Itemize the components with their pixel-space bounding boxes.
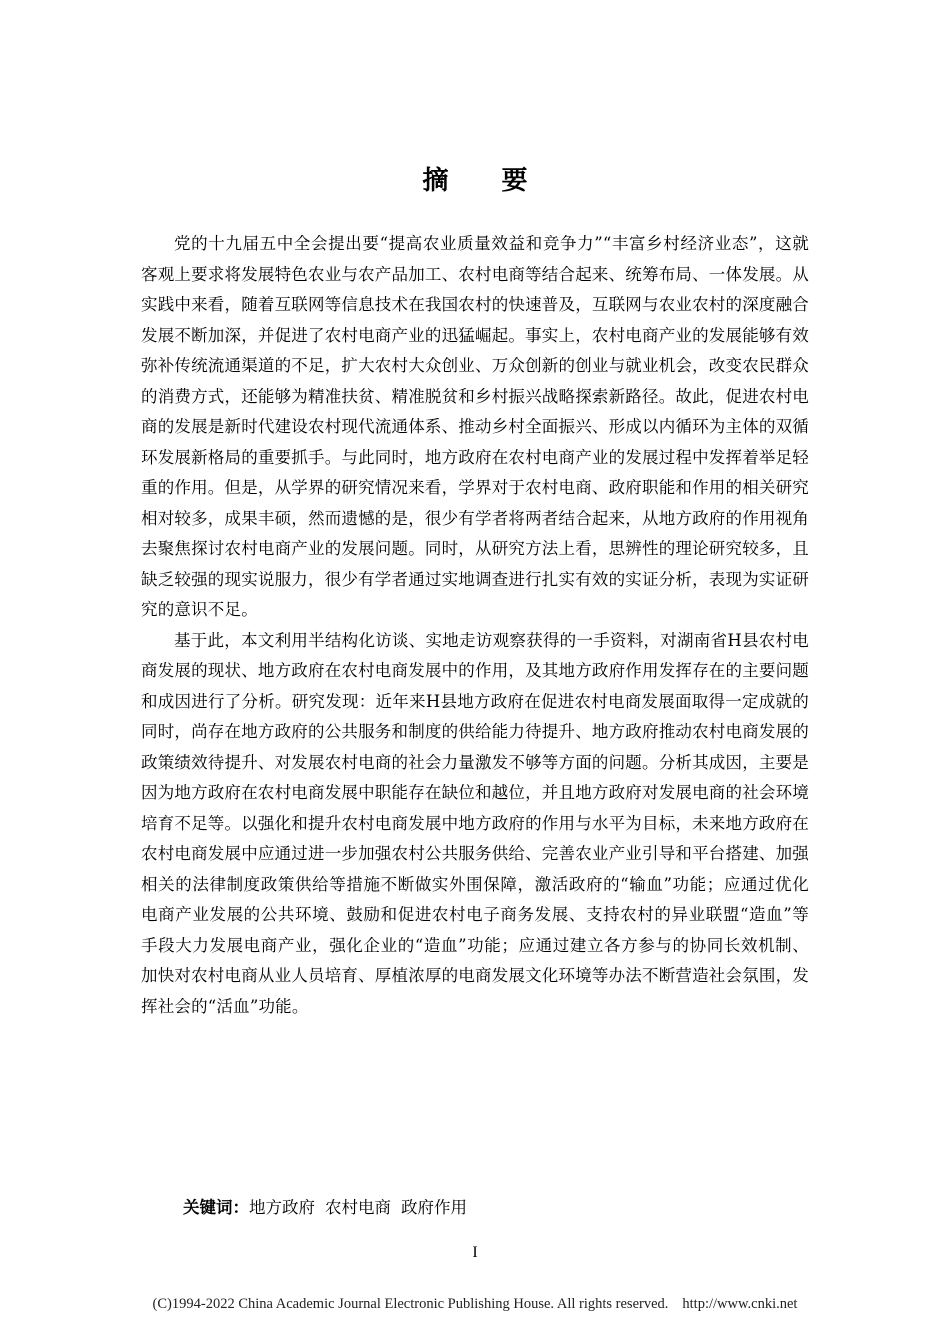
abstract-paragraph-1: 党的十九届五中全会提出要“提高农业质量效益和竞争力”“丰富乡村经济业态”，这就客观上要求将发展特色农业与农产品加工、农村电商等结合起来、统筹布局、一体发展。从实践中来看，随着互联网等信息技术在我国农村的快速普及，互联网与农业农村的深度融合发展不断加深，并促进了农村电商产业的迅猛崛起。事实上，农村电商产业的发展能够有效弥补传统流通渠道的不足，扩大农村大众创业、万众创新的创业与就业机会，改变农民群众的消费方式，还能够为精准扶贫、精准脱贫和乡村振兴战略探索新路径。故此，促进农村电商的发展是新时代建设农村现代流通体系、推动乡村全面振兴、形成以内循环为主体的双循环发展新格局的重要抓手。与此同时，地方政府在农村电商产业的发展过程中发挥着举足轻重的作用。但是，从学界的研究情况来看，学界对于农村电商、政府职能和作用的相关研究相对较多，成果丰硕，然而遗憾的是，很少有学者将两者结合起来，从地方政府的作用视角去聚焦探讨农村电商产业的发展问题。同时，从研究方法上看，思辨性的理论研究较多，且缺乏较强的现实说服力，很少有学者通过实地调查进行扎实有效的实证分析，表现为实证研究的意识不足。 bbox=[141, 234, 809, 619]
keyword-item: 政府作用 bbox=[401, 1198, 467, 1217]
copyright-text: (C)1994-2022 China Academic Journal Electronic Publishing House. All rights reserved. bbox=[152, 1296, 669, 1312]
abstract-body bbox=[141, 229, 809, 1022]
page-title: 摘 要 bbox=[422, 166, 550, 196]
abstract-paragraph-2: 基于此，本文利用半结构化访谈、实地走访观察获得的一手资料，对湖南省H县农村电商发展的现状、地方政府在农村电商发展中的作用，及其地方政府作用发挥存在的主要问题和成因进行了分析。研究发现：近年来H县地方政府在促进农村电商发展面取得一定成就的同时，尚存在地方政府的公共服务和制度的供给能力待提升、地方政府推动农村电商发展的政策绩效待提升、对发展农村电商的社会力量激发不够等方面的问题。分析其成因，主要是因为地方政府在农村电商发展中职能存在缺位和越位，并且地方政府对发展电商的社会环境培育不足等。以强化和提升农村电商发展中地方政府的作用与水平为目标，未来地方政府在农村电商发展中应通过进一步加强农村公共服务供给、完善农业产业引导和平台搭建、加强相关的法律制度政策供给等措施不断做实外围保障，激活政府的“输血”功能；应通过优化电商产业发展的公共环境、鼓励和促进农村电子商务发展、支持农村的异业联盟“造血”等手段大力发展电商产业，强化企业的“造血”功能；应通过建立各方参与的协同长效机制、加快对农村电商从业人员培育、厚植浓厚的电商发展文化环境等办法不断营造社会氛围，发挥社会的“活血”功能。 bbox=[141, 630, 809, 1016]
footer-url-link[interactable]: http://www.cnki.net bbox=[682, 1296, 798, 1312]
keyword-item: 地方政府 bbox=[249, 1198, 315, 1217]
page-number: I bbox=[472, 1244, 478, 1261]
keywords-label: 关键词： bbox=[183, 1198, 249, 1217]
keywords-line bbox=[183, 1194, 477, 1222]
keyword-item: 农村电商 bbox=[325, 1198, 391, 1217]
copyright-footer bbox=[0, 1296, 950, 1313]
